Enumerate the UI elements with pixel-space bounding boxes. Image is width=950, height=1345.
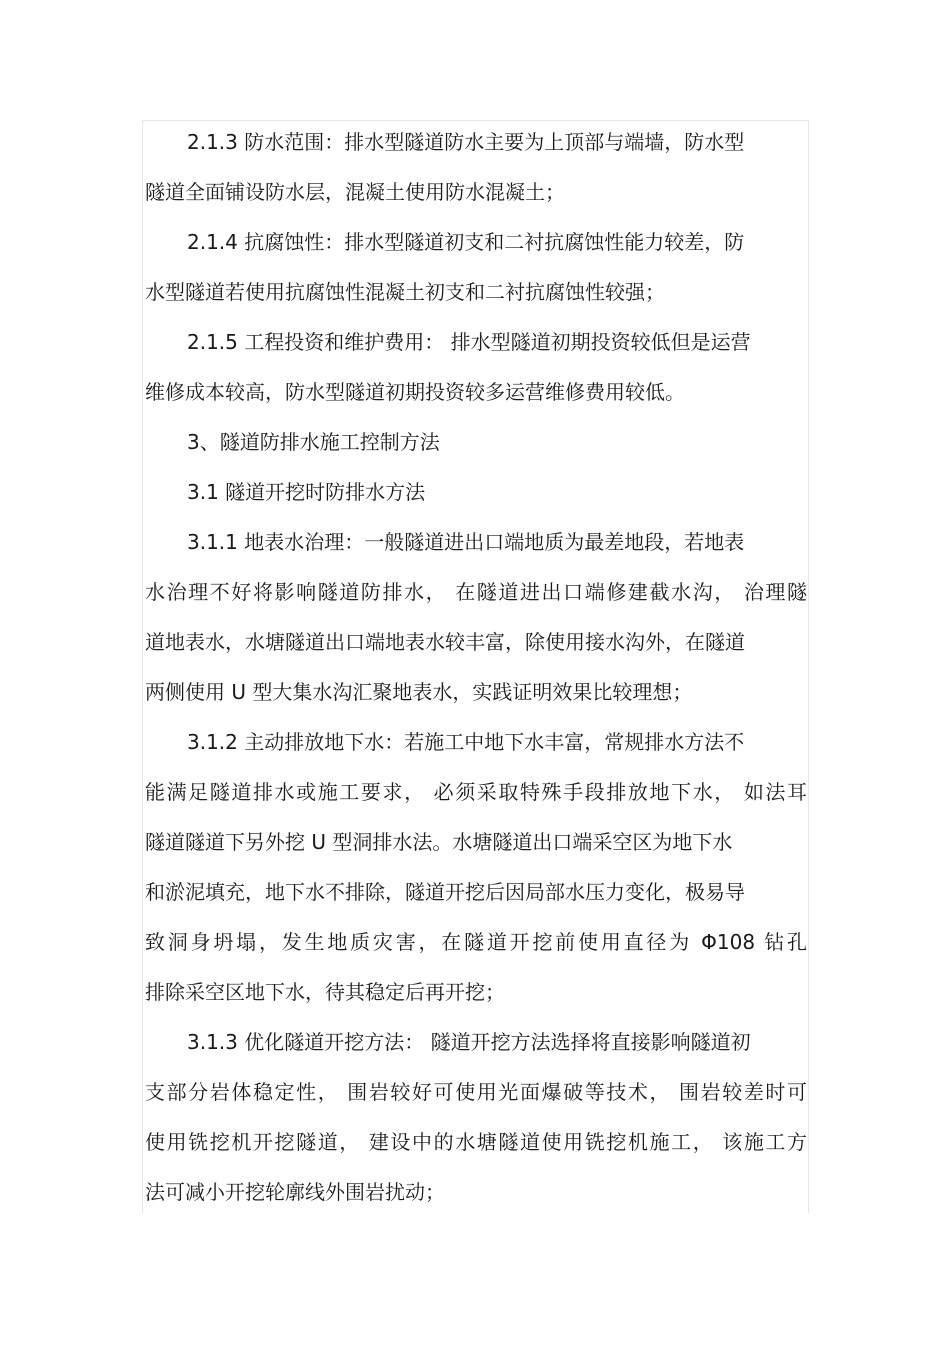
- text-line: 使用铣挖机开挖隧道， 建设中的水塘隧道使用铣挖机施工， 该施工方: [145, 1130, 807, 1154]
- text-line: 隧道隧道下另外挖 U 型洞排水法。水塘隧道出口端采空区为地下水: [145, 830, 733, 854]
- text-line: 3、隧道防排水施工控制方法: [187, 430, 440, 454]
- text-line: 2.1.5 工程投资和维护费用： 排水型隧道初期投资较低但是运营: [187, 330, 751, 354]
- text-line: 3.1.3 优化隧道开挖方法： 隧道开挖方法选择将直接影响隧道初: [187, 1030, 751, 1054]
- text-line: 隧道全面铺设防水层，混凝土使用防水混凝土；: [145, 180, 565, 204]
- text-line: 维修成本较高，防水型隧道初期投资较多运营维修费用较低。: [145, 380, 685, 404]
- text-line: 和淤泥填充，地下水不排除，隧道开挖后因局部水压力变化，极易导: [145, 880, 745, 904]
- text-line: 两侧使用 U 型大集水沟汇聚地表水，实践证明效果比较理想；: [145, 680, 693, 704]
- text-line: 3.1 隧道开挖时防排水方法: [187, 480, 426, 504]
- text-line: 3.1.2 主动排放地下水：若施工中地下水丰富，常规排水方法不: [187, 730, 745, 754]
- text-line: 2.1.3 防水范围：排水型隧道防水主要为上顶部与端墙，防水型: [187, 130, 745, 154]
- text-line: 致洞身坍塌，发生地质灾害，在隧道开挖前使用直径为 Φ108 钻孔: [145, 930, 807, 954]
- text-line: 道地表水，水塘隧道出口端地表水较丰富，除使用接水沟外，在隧道: [145, 630, 745, 654]
- text-line: 法可减小开挖轮廓线外围岩扰动；: [145, 1180, 445, 1204]
- text-line: 支部分岩体稳定性， 围岩较好可使用光面爆破等技术， 围岩较差时可: [145, 1080, 807, 1104]
- text-line: 2.1.4 抗腐蚀性：排水型隧道初支和二衬抗腐蚀性能力较差，防: [187, 230, 745, 254]
- text-line: 能满足隧道排水或施工要求， 必须采取特殊手段排放地下水， 如法耳: [145, 780, 807, 804]
- text-line: 水型隧道若使用抗腐蚀性混凝土初支和二衬抗腐蚀性较强；: [145, 280, 665, 304]
- text-line: 水治理不好将影响隧道防排水， 在隧道进出口端修建截水沟， 治理隧: [145, 580, 807, 604]
- text-line: 3.1.1 地表水治理：一般隧道进出口端地质为最差地段，若地表: [187, 530, 745, 554]
- text-line: 排除采空区地下水，待其稳定后再开挖；: [145, 980, 505, 1004]
